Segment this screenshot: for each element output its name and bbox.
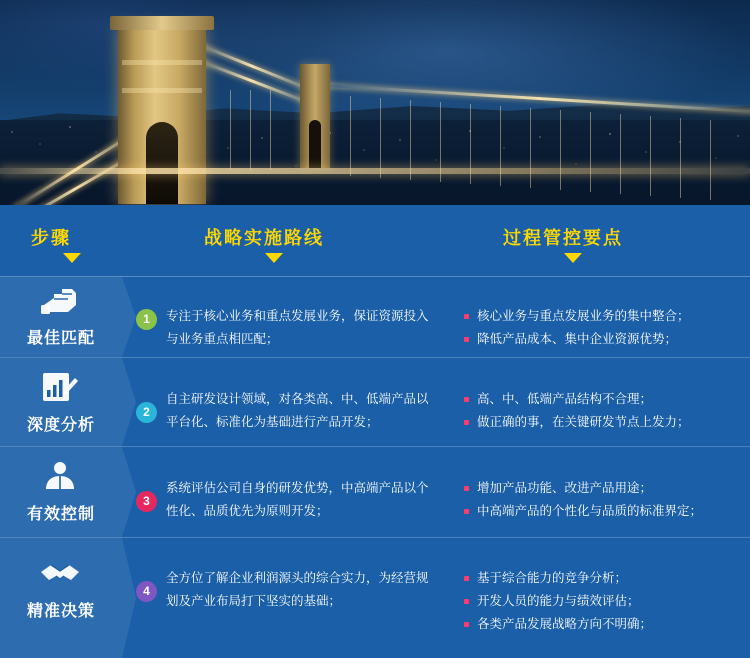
row-label-text: 最佳匹配 [26, 330, 95, 347]
cable-hanger [270, 90, 271, 170]
list-item: 高、中、低端产品结构不合理； [464, 388, 742, 411]
row-label-text: 深度分析 [26, 417, 95, 434]
row-label-arrow [122, 447, 136, 537]
step-number-badge: 1 [136, 309, 157, 330]
bridge-tower-main [118, 26, 206, 204]
list-item: 基于综合能力的竞争分析； [464, 567, 742, 590]
tower-band-1 [122, 60, 202, 65]
row-label-text: 有效控制 [26, 506, 95, 523]
row-description: 系统评估公司自身的研发优势，中高端产品以个性化、品质优先为原则开发； [166, 481, 429, 518]
column-headings [0, 205, 750, 275]
heading-control-triangle-icon [564, 253, 582, 263]
tower-far-arch [309, 120, 321, 168]
cable-hanger [410, 100, 411, 180]
row-bullet-list [464, 477, 742, 523]
row-bullet-list [464, 567, 742, 636]
heading-control: 过程管控要点 [503, 228, 623, 248]
step-number-badge: 4 [136, 581, 157, 602]
chart-document-icon [38, 370, 82, 406]
person-gear-icon [38, 459, 82, 495]
bridge-night-photo [0, 0, 750, 205]
list-item: 中高端产品的个性化与品质的标准界定； [464, 500, 742, 523]
list-item: 增加产品功能、改进产品用途； [464, 477, 742, 500]
tower-band-2 [122, 88, 202, 93]
list-item: 开发人员的能力与绩效评估； [464, 590, 742, 613]
list-item: 核心业务与重点发展业务的集中整合； [464, 305, 742, 328]
list-item: 做正确的事，在关键研发节点上发力； [464, 411, 742, 434]
step-number-badge: 2 [136, 402, 157, 423]
bridge-deck [0, 168, 750, 174]
row-label-text: 精准决策 [26, 603, 95, 620]
table-row [0, 276, 750, 357]
heading-route: 战略实施路线 [204, 228, 324, 248]
row-description: 自主研发设计领域，对各类高、中、低端产品以平台化、标准化为基础进行产品开发； [166, 392, 429, 429]
bridge-tower-far [300, 64, 330, 168]
cable-hanger [680, 118, 681, 198]
row-bullet-list [464, 305, 742, 351]
hand-pointing-icon [38, 285, 82, 321]
table-row [0, 357, 750, 446]
handshake-icon [38, 556, 82, 592]
cable-hanger [440, 102, 441, 182]
cable-hanger [500, 106, 501, 186]
cable-hanger [650, 116, 651, 196]
city-lights [0, 118, 750, 198]
cable-hanger [350, 96, 351, 176]
table-row [0, 446, 750, 537]
table-row [0, 537, 750, 658]
heading-route-triangle-icon [265, 253, 283, 263]
row-bullet-list [464, 388, 742, 434]
row-label-arrow [122, 277, 136, 357]
cable-hanger [230, 90, 231, 170]
cable-hanger [530, 108, 531, 188]
tower-cap [110, 16, 214, 30]
step-number-badge: 3 [136, 491, 157, 512]
cable-hanger [250, 90, 251, 170]
row-label-arrow [122, 358, 136, 446]
cable-hanger [470, 104, 471, 184]
heading-step: 步骤 [31, 228, 71, 248]
list-item: 降低产品成本、集中企业资源优势； [464, 328, 742, 351]
row-description: 全方位了解企业利润源头的综合实力，为经营规划及产业布局打下坚实的基础； [166, 571, 429, 608]
row-label-arrow [122, 538, 136, 658]
cable-hanger [590, 112, 591, 192]
cable-hanger [710, 120, 711, 200]
heading-step-triangle-icon [63, 253, 81, 263]
cable-hanger [380, 98, 381, 178]
row-description: 专注于核心业务和重点发展业务，保证资源投入与业务重点相匹配； [166, 309, 429, 346]
cable-hanger [560, 110, 561, 190]
cable-hanger [620, 114, 621, 194]
tower-archway [146, 122, 178, 204]
list-item: 各类产品发展战略方向不明确； [464, 613, 742, 636]
